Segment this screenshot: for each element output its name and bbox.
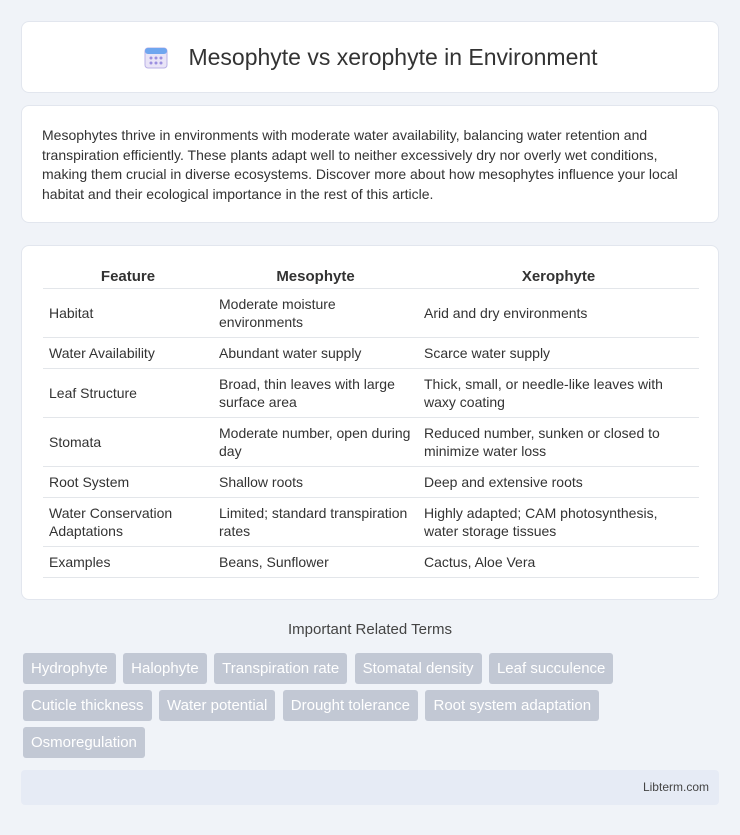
comparison-table-card [21, 245, 719, 600]
table-row [43, 418, 699, 467]
table-header-row [43, 265, 699, 289]
cell-mesophyte: Broad, thin leaves with large surface area [213, 369, 418, 418]
calendar-icon [142, 43, 170, 71]
table-row [43, 498, 699, 547]
intro-paragraph: Mesophytes thrive in environments with moderate water availability, balancing water retention and transpiration efficiently. These plants adapt well to neither excessively dry nor overly wet conditions, making them crucial in diverse ecosystems. Discover more about how mesophytes influence your local habitat and their ecological importance in the rest of this article. [42, 127, 678, 202]
footer [21, 770, 719, 805]
cell-xerophyte: Arid and dry environments [418, 289, 699, 338]
cell-xerophyte: Cactus, Aloe Vera [418, 547, 699, 578]
table-row [43, 338, 699, 369]
table-row [43, 467, 699, 498]
cell-feature: Water Conservation Adaptations [43, 498, 213, 547]
cell-feature: Habitat [43, 289, 213, 338]
tag-stomatal-density[interactable]: Stomatal density [355, 653, 482, 684]
table-row [43, 289, 699, 338]
footer-site-link[interactable]: Libterm.com [642, 780, 709, 794]
cell-mesophyte: Limited; standard transpiration rates [213, 498, 418, 547]
cell-feature: Stomata [43, 418, 213, 467]
intro-card [21, 105, 719, 223]
cell-xerophyte: Deep and extensive roots [418, 467, 699, 498]
tag-transpiration-rate[interactable]: Transpiration rate [214, 653, 347, 684]
cell-mesophyte: Abundant water supply [213, 338, 418, 369]
cell-feature: Water Availability [43, 338, 213, 369]
cell-feature: Leaf Structure [43, 369, 213, 418]
title-card [21, 21, 719, 93]
tag-leaf-succulence[interactable]: Leaf succulence [489, 653, 613, 684]
tag-drought-tolerance[interactable]: Drought tolerance [283, 690, 418, 721]
cell-xerophyte: Reduced number, sunken or closed to minimize water loss [418, 418, 699, 467]
cell-mesophyte: Beans, Sunflower [213, 547, 418, 578]
tag-hydrophyte[interactable]: Hydrophyte [23, 653, 116, 684]
cell-xerophyte: Scarce water supply [418, 338, 699, 369]
header-mesophyte: Mesophyte [213, 265, 418, 289]
cell-feature: Examples [43, 547, 213, 578]
header-xerophyte: Xerophyte [418, 265, 699, 289]
tag-cuticle-thickness[interactable]: Cuticle thickness [23, 690, 152, 721]
cell-mesophyte: Moderate number, open during day [213, 418, 418, 467]
related-terms-tags [23, 653, 723, 764]
cell-xerophyte: Thick, small, or needle-like leaves with waxy coating [418, 369, 699, 418]
header-feature: Feature [43, 265, 213, 289]
cell-feature: Root System [43, 467, 213, 498]
tag-root-system-adaptation[interactable]: Root system adaptation [425, 690, 599, 721]
table-row [43, 369, 699, 418]
tag-halophyte[interactable]: Halophyte [123, 653, 207, 684]
cell-xerophyte: Highly adapted; CAM photosynthesis, water storage tissues [418, 498, 699, 547]
page-title: Mesophyte vs xerophyte in Environment [188, 43, 598, 70]
cell-mesophyte: Moderate moisture environments [213, 289, 418, 338]
tag-water-potential[interactable]: Water potential [159, 690, 275, 721]
cell-mesophyte: Shallow roots [213, 467, 418, 498]
tag-osmoregulation[interactable]: Osmoregulation [23, 727, 145, 758]
comparison-table [43, 265, 699, 578]
related-terms-heading: Important Related Terms [288, 621, 452, 638]
table-row [43, 547, 699, 578]
